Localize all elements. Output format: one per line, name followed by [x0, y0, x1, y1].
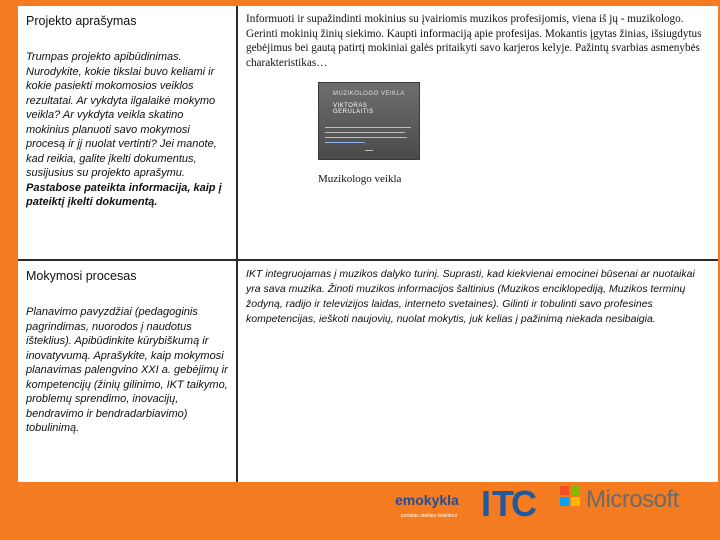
project-description-text: Informuoti ir supažindinti mokinius su įvairiomis muzikos profesijomis, viena iš jų - muzikologo. Gerinti mokinių žinių siekimo. Kaupti informaciją apie profesijas. Mokantis įgytas žinias, išsiugdytus gebėjimus bei gautą patirtį mokiniai galės pritaikyti savo karjeros kelyje. Pažintų svarbias asmenybės charakteristikas…: [246, 13, 702, 69]
thumbnail-caption: Muzikologo veikla: [318, 173, 402, 185]
microsoft-windows-icon: [560, 486, 580, 506]
emokykla-logo: [395, 478, 471, 536]
project-description-heading: Projekto aprašymas: [26, 14, 137, 28]
itc-letter-c: C: [511, 483, 537, 524]
project-description-cell: [18, 6, 236, 259]
microsoft-wordmark: Microsoft: [586, 486, 679, 513]
project-description-content-cell: [238, 6, 718, 259]
presentation-thumbnail[interactable]: [318, 82, 420, 160]
itc-letter-t: T: [492, 483, 514, 524]
emokykla-tagline: portalas ateities švietimui: [401, 513, 457, 519]
microsoft-logo: [560, 478, 710, 536]
thumbnail-text-line: [325, 137, 407, 138]
thumbnail-title: MUZIKOLOGO VEIKLA: [333, 91, 405, 97]
thumbnail-link-line: [325, 142, 365, 143]
project-description-instruction: Trumpas projekto apibūdinimas. Nurodykite, kokie tikslai buvo keliami ir kokie pasiekti mokomosios veiklos rezultatai. Ar vykdyta ilgalaikė mokymo veikla? Ar vykdyta veikla skatino mokinius planuoti savo mokymosi procesą ir jį nuolat vertinti? Jei manote, kad reikia, galite įkelti dokumentus, susijusius su projekto aprašymu. Pastabose pateikta informacija, kaip į pateiktį įkelti dokumentą.: [26, 51, 222, 209]
content-table: [18, 6, 718, 482]
thumbnail-text-line: [325, 132, 405, 133]
thumbnail-text-line: [325, 127, 411, 128]
itc-logo: [481, 478, 537, 536]
learning-process-content-cell: [238, 261, 718, 482]
instruction-note: Pastabose pateikta informacija, kaip į pateiktį įkelti dokumentą.: [26, 181, 222, 209]
learning-process-cell: [18, 261, 236, 482]
learning-process-heading: Mokymosi procesas: [26, 269, 137, 283]
emokykla-wordmark: emokykla: [395, 492, 459, 508]
thumbnail-date-line: [365, 150, 373, 151]
learning-process-instruction: Planavimo pavyzdžiai (pedagoginis pagrindimas, nuorodos į naudotus išteklius). Apibūdinkite kūrybiškumą ir inovatyvumą. Aprašykite, kaip mokymosi planavimas palengvino XXI a. gebėjimų ir kompetencijų (žinių gilinimo, IKT taikymo, problemų sprendimo, inovacijų, bendravimo ir bendradarbiavimo) tobulinimą.: [26, 306, 228, 435]
thumbnail-author: VIKTORAS GERULAITIS: [333, 103, 374, 115]
learning-process-text: IKT integruojamas į muzikos dalyko turinį. Suprasti, kad kiekvienai emocinei būsenai ar nuotaikai yra sava muzika. Žinoti muzikos informacijos šaltinius (Muzikos enciklopediją, Muzikos terminų žodyną, radijo ir televizijos laidas, interneto svetaines). Gilinti ir tobulinti savo profesines kompetencijas, ieškoti naujovių, nuolat mokytis, juk kelias į pažinimą niekada nesibaigia.: [246, 268, 695, 325]
itc-letter-i: I: [481, 483, 492, 524]
